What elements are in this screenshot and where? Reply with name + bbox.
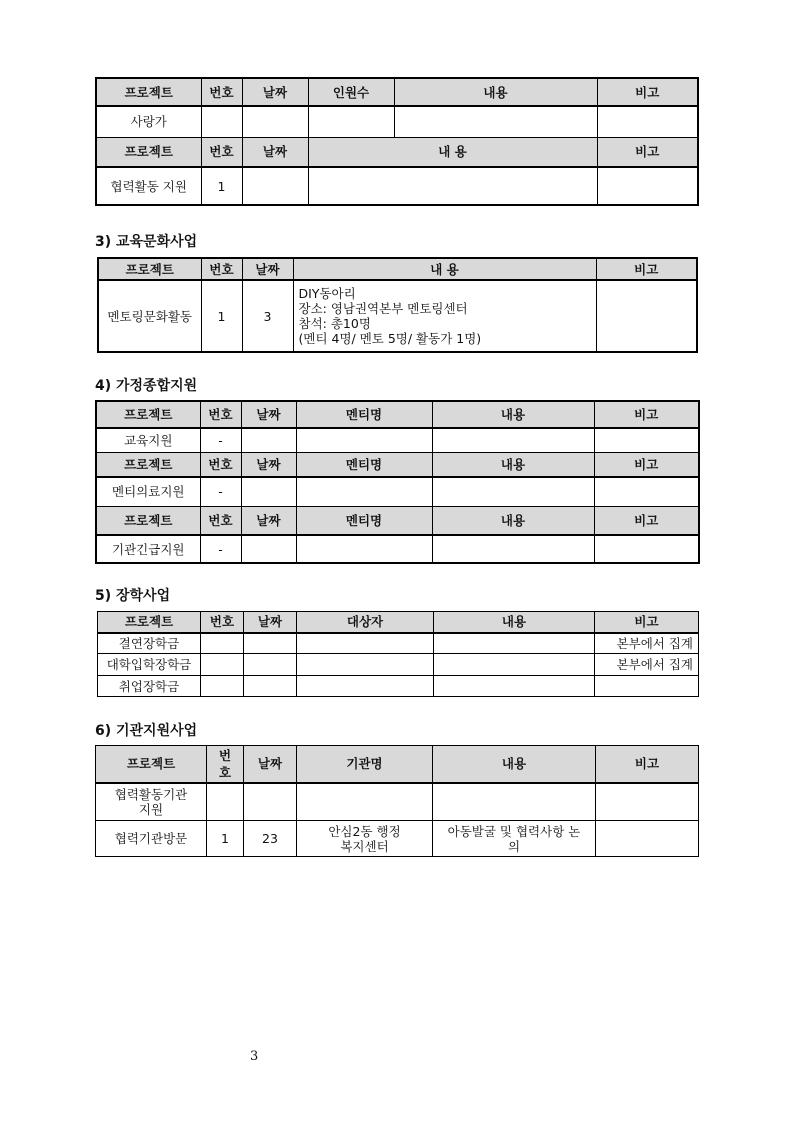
cell-number: -: [200, 428, 241, 452]
header-number: [207, 746, 244, 783]
cell-note: [596, 783, 699, 821]
cell-project: 멘토링문화활동: [98, 280, 201, 352]
table-row: [96, 783, 699, 821]
header-number: 번호: [201, 137, 242, 167]
cell-number: [201, 654, 244, 676]
cell-note: [596, 280, 697, 352]
table-row: [98, 654, 699, 676]
cell-content: [308, 167, 597, 205]
cell-content: [394, 106, 597, 137]
header-note: 비고: [596, 258, 697, 280]
header-note: 비고: [597, 137, 698, 167]
header-mentee-name: 멘티명: [296, 401, 432, 428]
header-date: 날짜: [241, 506, 296, 535]
cell-date: 3: [242, 280, 293, 352]
header-content: 내용: [434, 612, 595, 633]
table-row: [98, 676, 699, 697]
cell-institution-name: [297, 783, 433, 821]
cell-date: [242, 106, 308, 137]
cell-project: 협력활동 지원: [96, 167, 201, 205]
cell-date: [244, 633, 297, 654]
table-row: [98, 280, 697, 352]
header-note: 비고: [594, 452, 699, 477]
table-header: [98, 612, 699, 633]
cell-note: [595, 676, 699, 697]
cell-project: 결연장학금: [98, 633, 201, 654]
table-row: [98, 633, 699, 654]
content-line: 장소: 영남권역본부 멘토링센터: [298, 301, 468, 316]
header-project: 프로젝트: [96, 137, 201, 167]
table-header: [96, 78, 698, 106]
table-scholarship: [97, 611, 699, 697]
cell-date: [244, 676, 297, 697]
cell-recipient: [297, 633, 434, 654]
header-project: 프로젝트: [98, 258, 201, 280]
header-institution-name: 기관명: [297, 746, 433, 783]
header-mentee-name: 멘티명: [296, 506, 432, 535]
cell-date: [241, 428, 296, 452]
header-number: 번호: [201, 258, 242, 280]
cell-project: 사랑가: [96, 106, 201, 137]
cell-recipient: [297, 654, 434, 676]
cell-project: 취업장학금: [98, 676, 201, 697]
table-header: [96, 506, 699, 535]
cell-note: 본부에서 집계: [595, 633, 699, 654]
cell-note: [594, 428, 699, 452]
cell-date: [242, 167, 308, 205]
page-number: 3: [250, 1049, 259, 1064]
header-number: 번호: [200, 506, 241, 535]
header-number: 번호: [201, 612, 244, 633]
cell-number: -: [200, 535, 241, 563]
header-note: 비고: [594, 401, 699, 428]
cell-number: [207, 783, 244, 821]
section-title-education-culture: 3) 교육문화사업: [95, 234, 198, 250]
table-header: [96, 746, 699, 783]
header-content: 내용: [432, 506, 594, 535]
cell-number: 1: [207, 821, 244, 857]
header-date: 날짜: [242, 258, 293, 280]
cell-note: [594, 535, 699, 563]
table-row: [96, 821, 699, 857]
table-header: [96, 137, 698, 167]
cell-content: [433, 783, 596, 821]
cell-project: 대학입학장학금: [98, 654, 201, 676]
cell-content: 아동발굴 및 협력사항 논의: [433, 821, 596, 857]
table-row: [96, 106, 698, 137]
header-date: 날짜: [244, 746, 297, 783]
header-note: 비고: [596, 746, 699, 783]
table-row: [96, 535, 699, 563]
table-general-projects: [95, 77, 699, 206]
header-number-label: 번호: [218, 747, 232, 780]
table-row: [96, 428, 699, 452]
cell-project: 협력활동기관 지원: [96, 783, 207, 821]
header-headcount: 인원수: [308, 78, 394, 106]
header-date: 날짜: [242, 137, 308, 167]
cell-content: [432, 535, 594, 563]
section-title-institution-support: 6) 기관지원사업: [95, 723, 198, 739]
table-row: [96, 477, 699, 506]
table-family-support: [95, 400, 700, 564]
cell-content: [432, 477, 594, 506]
header-project: 프로젝트: [96, 506, 200, 535]
cell-number: 1: [201, 280, 242, 352]
header-recipient: 대상자: [297, 612, 434, 633]
cell-number: [201, 633, 244, 654]
cell-mentee-name: [296, 535, 432, 563]
cell-date: 23: [244, 821, 297, 857]
cell-project: 협력기관방문: [96, 821, 207, 857]
cell-note: [597, 167, 698, 205]
header-content: 내 용: [293, 258, 596, 280]
header-project: 프로젝트: [96, 401, 200, 428]
cell-content: [434, 676, 595, 697]
cell-date: [244, 783, 297, 821]
cell-date: [241, 535, 296, 563]
cell-note: [597, 106, 698, 137]
header-note: 비고: [597, 78, 698, 106]
header-content: 내용: [432, 452, 594, 477]
header-project: 프로젝트: [96, 746, 207, 783]
table-header: [96, 401, 699, 428]
header-number: 번호: [200, 401, 241, 428]
header-date: 날짜: [242, 78, 308, 106]
header-project: 프로젝트: [96, 452, 200, 477]
section-title-family-support: 4) 가정종합지원: [95, 378, 198, 394]
table-row: [96, 167, 698, 205]
cell-mentee-name: [296, 428, 432, 452]
cell-date: [244, 654, 297, 676]
table-education-culture: [97, 257, 698, 353]
cell-content: [432, 428, 594, 452]
cell-note: [596, 821, 699, 857]
cell-number: -: [200, 477, 241, 506]
cell-project: 교육지원: [96, 428, 200, 452]
header-number: 번호: [200, 452, 241, 477]
cell-project: 멘티의료지원: [96, 477, 200, 506]
header-project: 프로젝트: [96, 78, 201, 106]
cell-number: [201, 106, 242, 137]
cell-note: 본부에서 집계: [595, 654, 699, 676]
cell-mentee-name: [296, 477, 432, 506]
header-note: 비고: [595, 612, 699, 633]
cell-recipient: [297, 676, 434, 697]
header-content: 내 용: [308, 137, 597, 167]
header-content: 내용: [394, 78, 597, 106]
table-header: [98, 258, 697, 280]
header-content: 내용: [433, 746, 596, 783]
header-mentee-name: 멘티명: [296, 452, 432, 477]
header-content: 내용: [432, 401, 594, 428]
section-title-scholarship: 5) 장학사업: [95, 588, 171, 604]
cell-content: [434, 654, 595, 676]
header-number: 번호: [201, 78, 242, 106]
header-date: 날짜: [241, 401, 296, 428]
header-note: 비고: [594, 506, 699, 535]
table-header: [96, 452, 699, 477]
cell-content: [293, 280, 596, 352]
cell-number: [201, 676, 244, 697]
cell-headcount: [308, 106, 394, 137]
cell-note: [594, 477, 699, 506]
content-line: (멘티 4명/ 멘토 5명/ 활동가 1명): [298, 331, 482, 346]
cell-institution-name: 안심2동 행정복지센터: [297, 821, 433, 857]
table-institution-support: [95, 745, 699, 857]
cell-project: 기관긴급지원: [96, 535, 200, 563]
header-date: 날짜: [241, 452, 296, 477]
cell-date: [241, 477, 296, 506]
header-date: 날짜: [244, 612, 297, 633]
cell-number: 1: [201, 167, 242, 205]
content-line: 참석: 총10명: [298, 316, 371, 331]
cell-content: [434, 633, 595, 654]
content-line: DIY동아리: [298, 286, 356, 301]
header-project: 프로젝트: [98, 612, 201, 633]
